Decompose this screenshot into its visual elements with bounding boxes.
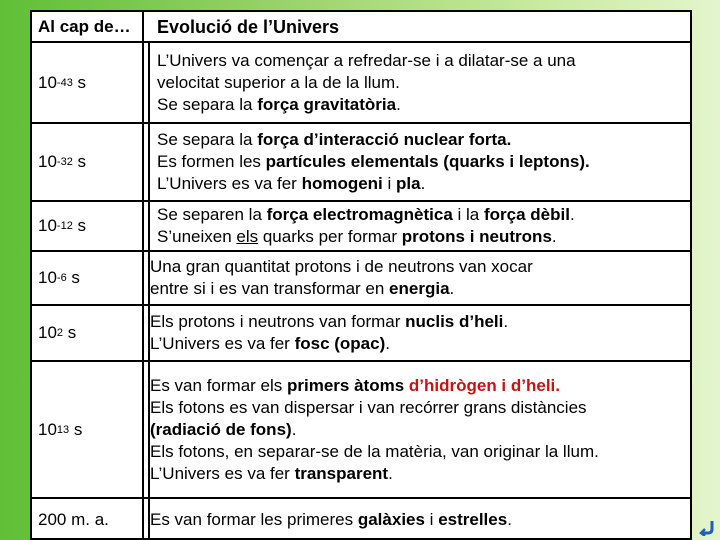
description-cell xyxy=(157,124,687,200)
description-line xyxy=(157,94,401,116)
return-arrow-icon xyxy=(699,518,717,536)
description-line xyxy=(150,463,393,485)
text-segment: i xyxy=(424,509,439,529)
time-base: 10 xyxy=(38,323,57,342)
description-line xyxy=(150,333,390,355)
text-segment: . xyxy=(385,334,390,353)
description-cell xyxy=(157,202,687,250)
description-line xyxy=(157,50,576,72)
description-line xyxy=(150,441,599,463)
text-segment: Es van formar els xyxy=(150,375,287,395)
description-line xyxy=(157,204,575,226)
text-segment: (radiació de fons) xyxy=(150,419,292,439)
text-segment: transparent xyxy=(294,463,389,483)
time-base: 10 xyxy=(38,268,57,287)
text-segment: S’uneixen xyxy=(157,227,237,246)
time-unit: s xyxy=(72,152,87,171)
time-base: 10 xyxy=(38,72,57,92)
description-line xyxy=(157,72,400,94)
time-cell xyxy=(38,499,142,540)
description-line xyxy=(150,375,560,397)
text-segment: energia xyxy=(389,279,450,298)
description-line xyxy=(157,226,557,248)
description-line xyxy=(150,311,508,333)
text-segment: L’Univers va començar a refredar-se i a dilatar-se a una xyxy=(157,50,576,70)
text-segment: Els fotons es van dispersar i van recórrer grans distàncies xyxy=(150,397,587,417)
text-segment: estrelles xyxy=(438,509,508,529)
text-segment: Es van formar les primeres xyxy=(150,509,358,529)
return-button[interactable] xyxy=(698,516,718,538)
time-cell: 10 13 s xyxy=(38,419,83,439)
text-segment: i xyxy=(382,174,397,193)
evolution-table xyxy=(30,10,692,540)
text-segment: Els fotons, en separar-se de la matèria, van originar la llum. xyxy=(150,441,599,461)
text-segment: força d’interacció nuclear forta. xyxy=(257,130,512,149)
description-line xyxy=(157,151,590,173)
text-segment: Es formen les xyxy=(157,152,266,171)
text-segment: . xyxy=(507,509,512,529)
time-cell: 10 -32 s xyxy=(38,152,87,171)
description-line xyxy=(150,256,533,278)
text-segment: . xyxy=(569,205,575,224)
time-base: 10 xyxy=(38,216,57,235)
description-line xyxy=(150,397,587,419)
time-unit: s xyxy=(69,419,83,439)
description-cell xyxy=(150,499,680,540)
header-title: Evolució de l’Univers xyxy=(157,16,340,37)
text-segment: . xyxy=(388,463,393,483)
text-segment: L’Univers es va fer xyxy=(150,334,295,353)
text-segment: Se separa la xyxy=(157,130,258,149)
text-segment: . xyxy=(420,174,426,193)
time-cell: 10 -6 s xyxy=(38,268,80,287)
time-unit: s xyxy=(72,72,87,92)
time-base: 200 m. a. xyxy=(38,509,109,529)
text-segment: nuclis d’heli xyxy=(405,312,504,331)
text-segment: galàxies xyxy=(357,509,425,529)
text-segment: fosc (opac) xyxy=(294,334,386,353)
description-line xyxy=(150,509,512,531)
text-segment: L’Univers es va fer xyxy=(150,463,295,483)
text-segment: Se separen la xyxy=(157,205,267,224)
text-segment: . xyxy=(503,312,509,331)
description-line xyxy=(150,419,296,441)
description-cell xyxy=(157,43,687,122)
time-cell: 10 -12 s xyxy=(38,216,87,235)
text-segment: Se separa la xyxy=(157,94,258,114)
text-segment: velocitat superior a la de la llum. xyxy=(157,72,400,92)
text-segment: protons i neutrons xyxy=(401,227,552,246)
description-cell xyxy=(150,252,680,304)
description-cell xyxy=(150,306,680,360)
text-segment: . xyxy=(396,94,401,114)
time-unit: s xyxy=(63,323,77,342)
text-segment: Una gran quantitat protons i de neutrons van xocar xyxy=(150,257,533,276)
text-segment: entre si i es van transformar en xyxy=(150,279,390,298)
text-segment: homogeni xyxy=(301,174,383,193)
text-segment: quarks per formar xyxy=(258,227,402,246)
time-base: 10 xyxy=(38,419,57,439)
description-line xyxy=(157,129,511,151)
time-unit: s xyxy=(72,216,87,235)
time-base: 10 xyxy=(38,152,57,171)
text-segment: L’Univers es va fer xyxy=(157,174,302,193)
description-line xyxy=(157,173,425,195)
text-segment: . xyxy=(449,279,455,298)
text-segment: força electromagnètica xyxy=(266,205,453,224)
text-segment: i la xyxy=(452,205,484,224)
text-segment: . xyxy=(551,227,557,246)
time-cell: 10 2 s xyxy=(38,323,77,342)
time-cell: 10 -43 s xyxy=(38,72,87,92)
text-segment: força dèbil xyxy=(483,205,570,224)
time-unit: s xyxy=(66,268,80,287)
text-segment: d’hidrògen i d’heli. xyxy=(408,375,560,395)
text-segment: partícules elementals (quarks i leptons). xyxy=(265,152,590,171)
text-segment: els xyxy=(236,227,259,246)
text-segment: . xyxy=(291,419,297,439)
column-divider xyxy=(142,10,144,540)
description-line xyxy=(150,278,454,300)
text-segment: força gravitatòria xyxy=(257,94,397,114)
text-segment: primers àtoms xyxy=(287,375,409,395)
header-time: Al cap de… xyxy=(38,16,131,36)
text-segment: pla xyxy=(396,174,421,193)
description-cell xyxy=(150,362,680,497)
text-segment: Els protons i neutrons van formar xyxy=(150,312,406,331)
